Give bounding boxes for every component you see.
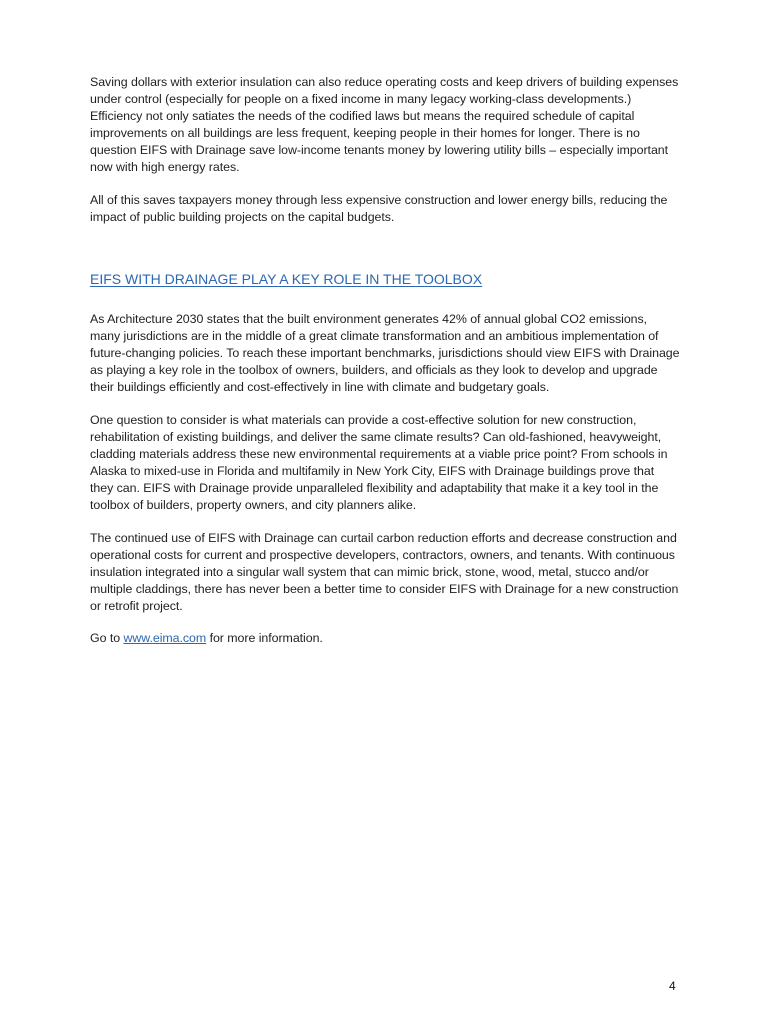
paragraph-continued-use: The continued use of EIFS with Drainage can curtail carbon reduction efforts and decrease construction and operational costs for current and prospective developers, contractors, owners, and tenants. With continuous insulation integrated into a singular wall system that can mimic brick, stone, wood, metal, stucco and/or multiple claddings, there has never been a better time to consider EIFS with Drainage for a new construction or retrofit project. (90, 531, 679, 613)
paragraph-exterior-insulation-savings: Saving dollars with exterior insulation can also reduce operating costs and keep drivers of building expenses under control (especially for people on a fixed income in many legacy working-class developments.) Efficiency not only satiates the needs of the codified laws but means the required schedule of capital improvements on all buildings are less frequent, keeping people in their homes for longer. There is no question EIFS with Drainage save low-income tenants money by lowering utility bills – especially important now with high energy rates. (90, 75, 679, 174)
eima-website-link[interactable]: www.eima.com (123, 631, 207, 645)
section-heading: EIFS WITH DRAINAGE PLAY A KEY ROLE IN THE TOOLBOX (90, 271, 483, 287)
closing-suffix: for more information. (206, 631, 323, 645)
paragraph-taxpayer-savings: All of this saves taxpayers money through less expensive construction and lower energy bills, reducing the impact of public building projects on the capital budgets. (90, 193, 668, 224)
page-number: 4 (669, 979, 676, 993)
paragraph-architecture-2030: As Architecture 2030 states that the built environment generates 42% of annual global CO2 emissions, many jurisdictions are in the middle of a great climate transformation and an ambitious implementation of future-changing policies. To reach these important benchmarks, jurisdictions should view EIFS with Drainage as playing a key role in the toolbox of owners, builders, and officials as they look to develop and upgrade their buildings efficiently and cost-effectively in line with climate and budgetary goals. (90, 312, 680, 394)
closing-prefix: Go to (90, 631, 124, 645)
paragraph-materials-question: One question to consider is what materials can provide a cost-effective solution for new construction, rehabilitation of existing buildings, and deliver the same climate results? Can old-fashioned, heavyweight, cladding materials address these new environmental requirements at a viable price point? From schools in Alaska to mixed-use in Florida and multifamily in New York City, EIFS with Drainage buildings prove that they can. EIFS with Drainage provide unparalleled flexibility and adaptability that make it a key tool in the toolbox of builders, property owners, and city planners alike. (90, 413, 668, 512)
closing-line (90, 630, 680, 647)
page-content (90, 74, 680, 647)
